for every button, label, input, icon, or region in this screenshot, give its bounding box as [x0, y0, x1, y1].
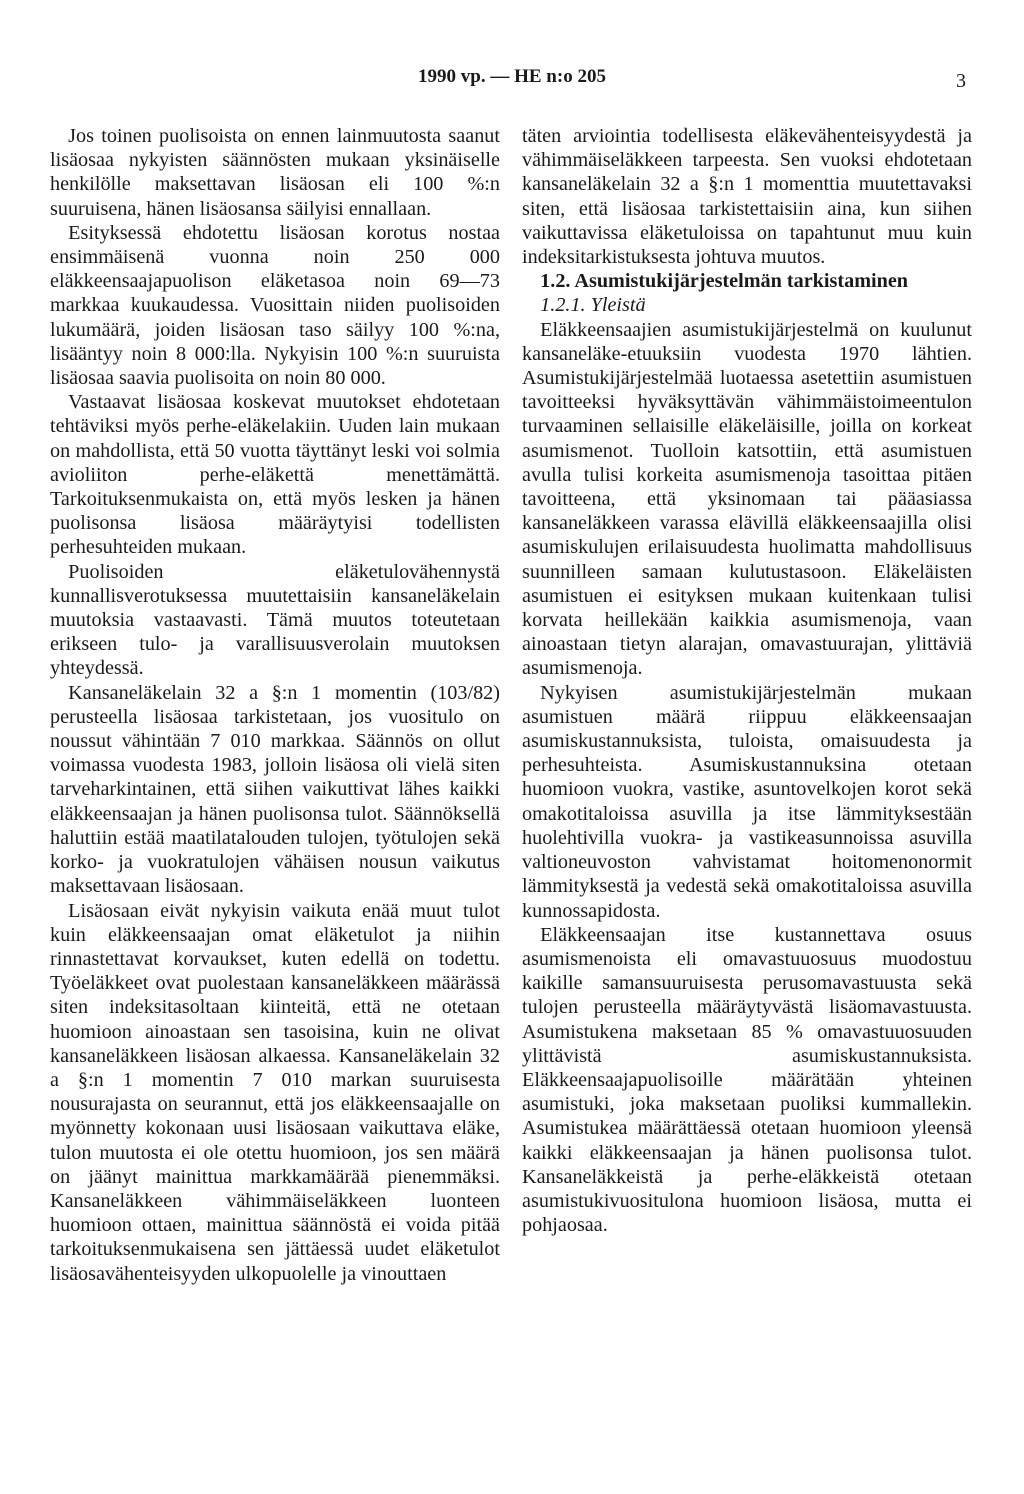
page-number: 3	[956, 70, 966, 92]
paragraph: Lisäosaan eivät nykyisin vaikuta enää muut tulot kuin eläkkeensaajan omat eläketulot ja niihin rinnastettavat korvaukset, kuten edellä on todettu. Työeläkkeet ovat puolestaan kansaneläkkeen määrässä siten indeksitasoltaan kiinteitä, että ne otetaan huomioon ainoastaan sen tasoisina, kuin ne olivat kansaneläkkeen lisäosan alkaessa. Kansaneläkelain 32 a §:n 1 momentin 7 010 markan suuruisesta nousurajasta on seurannut, että jos eläkkeensaajalle on myönnetty kokonaan uusi lisäosaan vaikuttava eläke, tulon muutosta ei ole otettu huomioon, jos sen määrä on jäänyt mainittua markkamäärää pienemmäksi. Kansaneläkkeen vähimmäiseläkkeen luonteen huomioon ottaen, mainittua säännöstä ei voida pitää tarkoituksenmukaisena sen jättäessä uudet eläketulot lisäosavähenteisyyden ulkopuolelle ja vinouttaen	[50, 899, 500, 1285]
paragraph-continued: täten arviointia todellisesta eläkevähenteisyydestä ja vähimmäiseläkkeen tarpeesta. Sen vuoksi ehdotetaan kansaneläkelain 32 a §:n 1 momenttia muutettavaksi siten, että lisäosaa tarkistettaisiin aina, kun siihen vaikuttavissa eläketuloissa on tapahtunut muu kuin indeksitarkistuksesta johtuva muutos.	[522, 125, 972, 269]
header-title: 1990 vp. — HE n:o 205	[418, 66, 606, 87]
paragraph: Puolisoiden eläketulovähennystä kunnallisverotuksessa muutettaisiin kansaneläkelain muutoksia vastaavasti. Tämä muutos toteutetaan erikseen tulo- ja varallisuusverolain muutoksen yhteydessä.	[50, 560, 500, 680]
paragraph: Kansaneläkelain 32 a §:n 1 momentin (103/82) perusteella lisäosaa tarkistetaan, jos vuositulo on noussut vähintään 7 010 markkaa. Säännös on ollut voimassa vuodesta 1983, jolloin lisäosa oli vielä siten tarveharkintainen, että siihen vaikuttivat lähes kaikki eläkkeensaajan ja hänen puolisonsa tulot. Säännöksellä haluttiin estää maatilatalouden tulojen, työtulojen sekä korko- ja vuokratulojen vähäisen nousun vaikutus maksettavaan lisäosaan.	[50, 681, 500, 898]
right-column	[522, 124, 972, 1237]
paragraph: Eläkkeensaajan itse kustannettava osuus asumismenoista eli omavastuuosuus muodostuu kaikille samansuuruisesta perusomavastuusta sekä tulojen perusteella määräytyvästä lisäomavastuusta. Asumistukena maksetaan 85 % omavastuuosuuden ylittävistä asumiskustannuksista. Eläkkeensaajapuolisoille määrätään yhteinen asumistuki, joka maksetaan puoliksi kummallekin. Asumistukea määrättäessä otetaan huomioon yleensä kaikki eläkkeensaajan ja hänen puolisonsa tulot. Kansaneläkkeistä ja perhe-eläkkeistä otetaan asumistukivuositulona huomioon lisäosa, mutta ei pohjaosaa.	[522, 923, 972, 1237]
paragraph: Nykyisen asumistukijärjestelmän mukaan asumistuen määrä riippuu eläkkeensaajan asumiskustannuksista, tuloista, omaisuudesta ja perhesuhteista. Asumiskustannuksina otetaan huomioon vuokra, vastike, asuntovelkojen korot sekä omakotitaloissa asuvilla ja itse lämmityksestään huolehtivilla vuokra- ja vastikeasunnoissa asuvilla valtioneuvoston vahvistamat hoitomenonormit lämmityksestä ja vedestä sekä omakotitaloissa asuvilla kunnossapidosta.	[522, 681, 972, 922]
paragraph: Eläkkeensaajien asumistukijärjestelmä on kuulunut kansaneläke-etuuksiin vuodesta 1970 lähtien. Asumistukijärjestelmää luotaessa asetettiin asumistuen tavoitteeksi hyväksyttävän vähimmäistoimeentulon turvaaminen sellaisille eläkeläisille, joilla on korkeat asumismenot. Tuolloin katsottiin, että asumistuen avulla tulisi korkeita asumismenoja tasoittaa pitäen tavoitteena, että yksinomaan tai pääasiassa kansaneläkkeen varassa elävillä eläkkeensaajilla olisi asumiskulujen erilaisuudesta huolimatta mahdollisuus suunnilleen samaan kulutustasoon. Eläkeläisten asumistuen ei esityksen mukaan kuitenkaan tulisi korvata heillekään kaikkia asumismenoja, vaan ainoastaan tietyn alarajan, omavastuurajan, ylittäviä asumismenoja.	[522, 318, 972, 680]
section-heading: 1.2. Asumistukijärjestelmän tarkistaminen	[540, 270, 909, 293]
paragraph: Vastaavat lisäosaa koskevat muutokset ehdotetaan tehtäviksi myös perhe-eläkelakiin. Uuden lain mukaan on mahdollista, että 50 vuotta täyttänyt leski voi solmia avioliiton perhe-eläkettä menettämättä. Tarkoituksenmukaista on, että myös lesken ja hänen puolisonsa lisäosa määräytyisi todellisten perhesuhteiden mukaan.	[50, 391, 500, 559]
page-header	[0, 66, 1024, 96]
left-column	[50, 124, 500, 1286]
paragraph: Esityksessä ehdotettu lisäosan korotus nostaa ensimmäisenä vuonna noin 250 000 eläkkeensaajapuolison eläketasoa noin 69—73 markkaa kuukaudessa. Vuosittain niiden puolisoiden lukumäärä, joiden lisäosan taso säilyy 100 %:na, lisääntyy noin 8 000:lla. Nykyisin 100 %:n suuruista lisäosaa saavia puolisoita on noin 80 000.	[50, 221, 500, 390]
paragraph: Jos toinen puolisoista on ennen lainmuutosta saanut lisäosaa nykyisten säännösten mukaan yksinäiselle henkilölle maksettavan lisäosan eli 100 %:n suuruisena, hänen lisäosansa säilyisi ennallaan.	[50, 125, 500, 220]
subsection-heading: 1.2.1. Yleistä	[540, 294, 646, 317]
